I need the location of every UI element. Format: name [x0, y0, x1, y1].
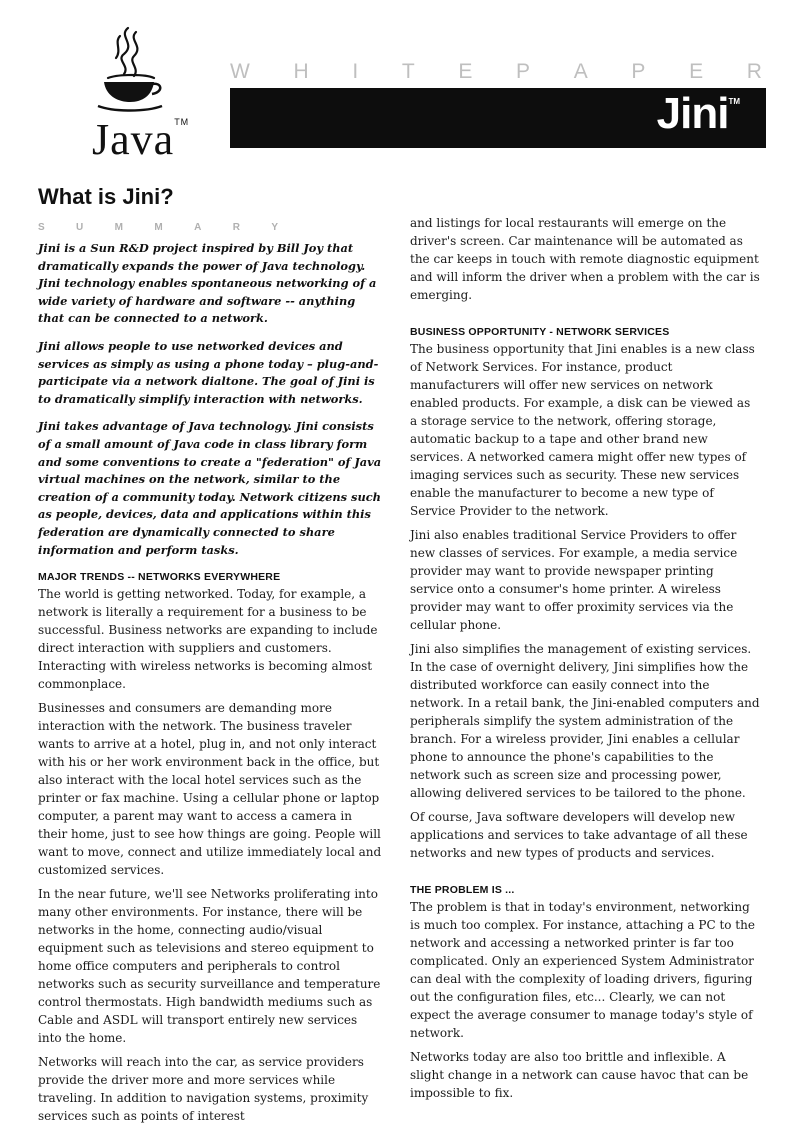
right-column: [410, 214, 760, 1108]
body-paragraph: Jini also simplifies the management of existing services. In the case of overnight delivery, Jini simplifies how the distributed workforce can easily connect into the network. In a retail bank, the Jini-enabled computers and peripherals simplify the system administration of the branch. For a wireless provider, Jini enables a cellular phone to announce the phone's capabilities to the network such as screen size and processing power, allowing delivered services to be tailored to the phone.: [410, 642, 760, 800]
body-paragraph: Networks today are also too brittle and inflexible. A slight change in a network can cause havoc that can be impossible to fix.: [410, 1050, 749, 1100]
coffee-cup-icon: [90, 22, 170, 118]
body-paragraph: The problem is that in today's environment, networking is much too complex. For instance, attaching a PC to the network and accessing a networked printer is far too complicated. Only an experienced System Administrator can deal with the complexity of loading drivers, figuring out the configuration files, etc... Clearly, we can not expect the average consumer to manage today's style of network.: [410, 900, 755, 1040]
jini-brand: Jini™: [656, 89, 740, 138]
header-banner: [230, 88, 766, 148]
section-heading-major-trends: MAJOR TRENDS -- NETWORKS EVERYWHERE: [38, 571, 281, 584]
white-paper-label: W H I T E P A P E R: [230, 60, 762, 83]
body-paragraph: Jini also enables traditional Service Providers to offer new classes of services. For example, a media service provider may want to provide newspaper printing service onto a consumer's home printer. A wireless provider may want to offer proximity services via the cellular phone.: [410, 528, 738, 632]
summary-paragraph: Jini takes advantage of Java technology. Jini consists of a small amount of Java code in class library form and some conventions to create a "federation" of Java virtual machines on the network, similar to the creation of a community today. Network citizens such as people, devices, data and applications within this federation are dynamically connected to share information and perform tasks.: [38, 419, 382, 557]
java-logo: [84, 22, 190, 164]
section-heading-business-opportunity: BUSINESS OPPORTUNITY - NETWORK SERVICES: [410, 326, 670, 338]
java-wordmark: Java™: [92, 115, 190, 164]
section-heading-the-problem: THE PROBLEM IS ...: [410, 884, 515, 896]
left-column: [38, 240, 384, 1131]
body-paragraph: In the near future, we'll see Networks proliferating into many other environments. For instance, there will be networks in the home, connecting audio/visual equipment such as televisions and stereo equipment to home office computers and peripherals to control networks such as security surveillance and temperature control thermostats. High bandwidth mediums such as Cable and ASDL will transport entirely new services into the home.: [38, 887, 381, 1046]
body-paragraph: Businesses and consumers are demanding more interaction with the network. The business traveler wants to arrive at a hotel, plug in, and not only interact with his or her work environment back in the office, but also interact with the local hotel services such as the printer or fax machine. Using a cellular phone or laptop computer, a parent may want to access a camera in their home, just to see how things are going. People will want to move, connect and utilize immediately local and customized services.: [38, 701, 382, 878]
summary-paragraph: Jini is a Sun R&D project inspired by Bill Joy that dramatically expands the power of Java technology. Jini technology enables spontaneous networking of a wide variety of hardware and software -- anything that can be connected to a network.: [38, 241, 377, 326]
body-paragraph: Of course, Java software developers will develop new applications and services to take advantage of all these networks and new types of products and services.: [410, 810, 748, 860]
summary-label: S U M M A R Y: [38, 222, 278, 233]
body-paragraph: The world is getting networked. Today, for example, a network is literally a requirement for a business to be successful. Business networks are expanding to include direct interaction with suppliers and customers. Interacting with wireless networks is becoming almost commonplace.: [38, 587, 378, 692]
page-title: What is Jini?: [38, 184, 174, 209]
body-paragraph: Networks will reach into the car, as service providers provide the driver more and more services while traveling. In addition to navigation systems, proximity services such as points of interest: [38, 1055, 369, 1124]
body-paragraph: The business opportunity that Jini enables is a new class of Network Services. For instance, product manufacturers will offer new services on network enabled products. For example, a disk can be viewed as a storage service to the network, offering storage, automatic backup to a tape and other brand new services. A networked camera might offer new types of imaging services such as security. These new services enable the manufacturer to become a new type of Service Provider to the network.: [410, 342, 755, 518]
summary-paragraph: Jini allows people to use networked devices and services as simply as using a phone today – plug-and-participate via a network dialtone. The goal of Jini is to dramatically simplify interaction with networks.: [38, 338, 379, 406]
body-paragraph: and listings for local restaurants will emerge on the driver's screen. Car maintenance will be automated as the car keeps in touch with remote diagnostic equipment and will inform the driver when a problem with the car is emerging.: [410, 216, 760, 302]
